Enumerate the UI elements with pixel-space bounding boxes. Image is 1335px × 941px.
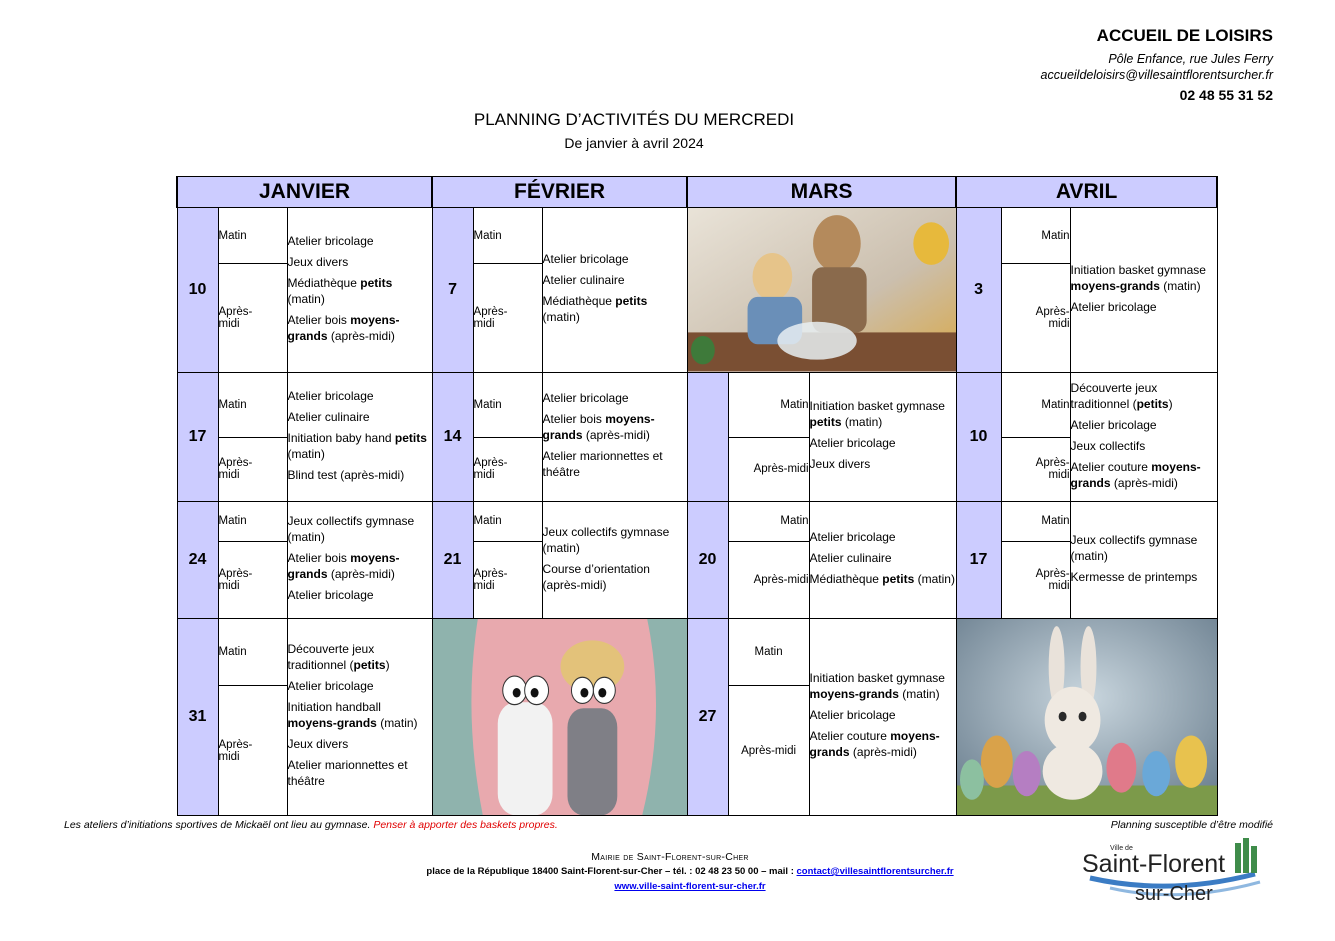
day-cell: 17 <box>956 501 1001 618</box>
day-cell <box>687 372 728 501</box>
activity-line: Atelier bricolage <box>1070 299 1157 314</box>
day-cell: 10 <box>956 372 1001 501</box>
mairie-website-link[interactable]: www.ville-saint-florent-sur-cher.fr <box>614 881 766 892</box>
activities-cell <box>1070 501 1217 618</box>
activity-line: Médiathèque petits (matin) <box>809 572 955 587</box>
activity-line: Jeux divers <box>287 254 349 269</box>
slot-morning: Matin <box>218 208 287 264</box>
activities-cell <box>809 501 956 618</box>
activities-cell <box>542 372 687 501</box>
activities-cell <box>542 208 687 373</box>
slot-afternoon: Après- midi <box>473 264 542 372</box>
activity-line: Atelier bricolage <box>809 708 896 723</box>
org-email[interactable]: accueildeloisirs@villesaintflorentsurcher.fr <box>1040 68 1273 82</box>
slot-morning: Matin <box>728 372 809 437</box>
slot-morning: Matin <box>728 501 809 541</box>
easter-bunny-photo <box>956 618 1217 815</box>
logo-small-text: Ville de <box>1110 845 1133 852</box>
activity-line: Jeux collectifs <box>1070 438 1146 453</box>
slot-afternoon: Après- midi <box>218 686 287 816</box>
activity-line: Atelier bois moyens-grands (après-midi) <box>287 551 400 582</box>
activity-line: Blind test (après-midi) <box>287 467 405 482</box>
day-cell: 20 <box>687 501 728 618</box>
activity-line: Initiation baby hand petits (matin) <box>287 430 427 461</box>
activity-line: Jeux collectifs gymnase (matin) <box>1070 532 1198 563</box>
slot-afternoon: Après- midi <box>218 264 287 372</box>
slot-morning: Matin <box>1001 501 1070 541</box>
slot-morning: Matin <box>218 501 287 541</box>
slot-afternoon: Après-midi <box>728 437 809 501</box>
slot-afternoon: Après- midi <box>218 541 287 618</box>
activity-line: Atelier bricolage <box>287 388 374 403</box>
activity-line: Initiation basket gymnase petits (matin) <box>809 399 945 430</box>
month-header-mars: MARS <box>687 177 956 208</box>
activities-cell <box>287 372 432 501</box>
day-cell: 21 <box>432 501 473 618</box>
slot-morning: Matin <box>218 618 287 685</box>
activity-line: Initiation basket gymnase moyens-grands (matin) <box>1070 262 1206 293</box>
activities-cell <box>287 501 432 618</box>
footer-disclaimer: Planning susceptible d’être modifié <box>1110 819 1273 831</box>
slot-morning: Matin <box>1001 372 1070 437</box>
month-header-fevrier: FÉVRIER <box>432 177 687 208</box>
slot-afternoon: Après-midi <box>728 686 809 816</box>
activities-cell <box>1070 208 1217 373</box>
activity-line: Initiation handball moyens-grands (matin) <box>287 700 418 731</box>
org-address: Pôle Enfance, rue Jules Ferry <box>1108 52 1273 66</box>
mairie-name: Mairie de Saint-Florent-sur-Cher <box>591 851 749 863</box>
activity-line: Atelier bricolage <box>287 233 374 248</box>
activity-line: Jeux divers <box>287 737 349 752</box>
activity-line: Atelier couture moyens-grands (après-midi) <box>809 729 940 760</box>
footer-warning: Penser à apporter des baskets propres. <box>373 819 558 831</box>
activity-line: Atelier bricolage <box>1070 417 1157 432</box>
activity-line: Atelier culinaire <box>809 551 892 566</box>
activity-line: Découverte jeux traditionnel (petits) <box>287 642 390 673</box>
kids-cooking-photo <box>687 208 956 373</box>
activity-line: Médiathèque petits (matin) <box>542 294 648 325</box>
slot-morning: Matin <box>473 501 542 541</box>
slot-afternoon: Après- midi <box>1001 264 1070 372</box>
mairie-email-link[interactable]: contact@villesaintflorentsurcher.fr <box>796 866 954 877</box>
day-cell: 31 <box>177 618 218 815</box>
slot-afternoon: Après-midi <box>728 541 809 618</box>
slot-morning: Matin <box>1001 208 1070 264</box>
day-cell: 7 <box>432 208 473 373</box>
activity-line: Atelier bricolage <box>287 588 374 603</box>
logo-line1: Saint-Florent <box>1082 850 1226 878</box>
activity-line: Jeux divers <box>809 457 871 472</box>
slot-afternoon: Après- midi <box>473 541 542 618</box>
activity-line: Atelier culinaire <box>542 273 625 288</box>
activity-line: Kermesse de printemps <box>1070 569 1198 584</box>
day-cell: 24 <box>177 501 218 618</box>
hand-puppets-photo <box>432 618 687 815</box>
activity-line: Atelier marionnettes et théâtre <box>287 758 408 789</box>
slot-morning: Matin <box>728 618 809 685</box>
activity-line: Découverte jeux traditionnel (petits) <box>1070 380 1173 411</box>
day-cell: 3 <box>956 208 1001 373</box>
slot-morning: Matin <box>473 372 542 437</box>
slot-morning: Matin <box>473 208 542 264</box>
logo-line2: sur-Cher <box>1135 883 1213 905</box>
activity-line: Atelier bricolage <box>542 252 629 267</box>
day-cell: 17 <box>177 372 218 501</box>
activity-line: Atelier couture moyens-grands (après-midi) <box>1070 459 1201 490</box>
slot-afternoon: Après- midi <box>218 437 287 501</box>
month-header-avril: AVRIL <box>956 177 1217 208</box>
activity-line: Atelier culinaire <box>287 409 370 424</box>
activities-cell <box>809 372 956 501</box>
activity-line: Atelier bois moyens-grands (après-midi) <box>542 412 655 443</box>
slot-afternoon: Après- midi <box>473 437 542 501</box>
mairie-address: place de la République 18400 Saint-Florent-sur-Cher – tél. : 02 48 23 50 00 – mail : contact@villesaintflorentsurcher.fr <box>426 866 954 877</box>
activities-cell <box>542 501 687 618</box>
activity-line: Atelier marionnettes et théâtre <box>542 449 663 480</box>
document-title: PLANNING D’ACTIVITÉS DU MERCREDI <box>473 110 795 129</box>
activity-line: Atelier bricolage <box>542 391 629 406</box>
org-phone: 02 48 55 31 52 <box>1179 87 1273 103</box>
planning-table <box>176 176 1218 816</box>
footer-note: Les ateliers d’initiations sportives de Mickaël ont lieu au gymnase. Penser à apporter des baskets propres. <box>64 819 558 831</box>
activity-line: Atelier bricolage <box>809 530 896 545</box>
activity-line: Médiathèque petits (matin) <box>287 275 393 306</box>
activity-line: Atelier bricolage <box>809 436 896 451</box>
saint-florent-logo <box>1080 838 1270 908</box>
activity-line: Atelier bois moyens-grands (après-midi) <box>287 312 400 343</box>
activities-cell <box>287 618 432 815</box>
slot-afternoon: Après- midi <box>1001 541 1070 618</box>
month-header-janvier: JANVIER <box>177 177 432 208</box>
slot-afternoon: Après- midi <box>1001 437 1070 501</box>
slot-morning: Matin <box>218 372 287 437</box>
org-name: ACCUEIL DE LOISIRS <box>1096 26 1273 45</box>
day-cell: 10 <box>177 208 218 373</box>
activity-line: Initiation basket gymnase moyens-grands (matin) <box>809 671 945 702</box>
day-cell: 27 <box>687 618 728 815</box>
activity-line: Jeux collectifs gymnase (matin) <box>542 524 670 555</box>
activities-cell <box>1070 372 1217 501</box>
activity-line: Course d’orientation (après-midi) <box>542 561 650 592</box>
document-subtitle: De janvier à avril 2024 <box>564 135 704 151</box>
activity-line: Jeux collectifs gymnase (matin) <box>287 514 415 545</box>
activities-cell <box>809 618 956 815</box>
activity-line: Atelier bricolage <box>287 679 374 694</box>
day-cell: 14 <box>432 372 473 501</box>
activities-cell <box>287 208 432 373</box>
